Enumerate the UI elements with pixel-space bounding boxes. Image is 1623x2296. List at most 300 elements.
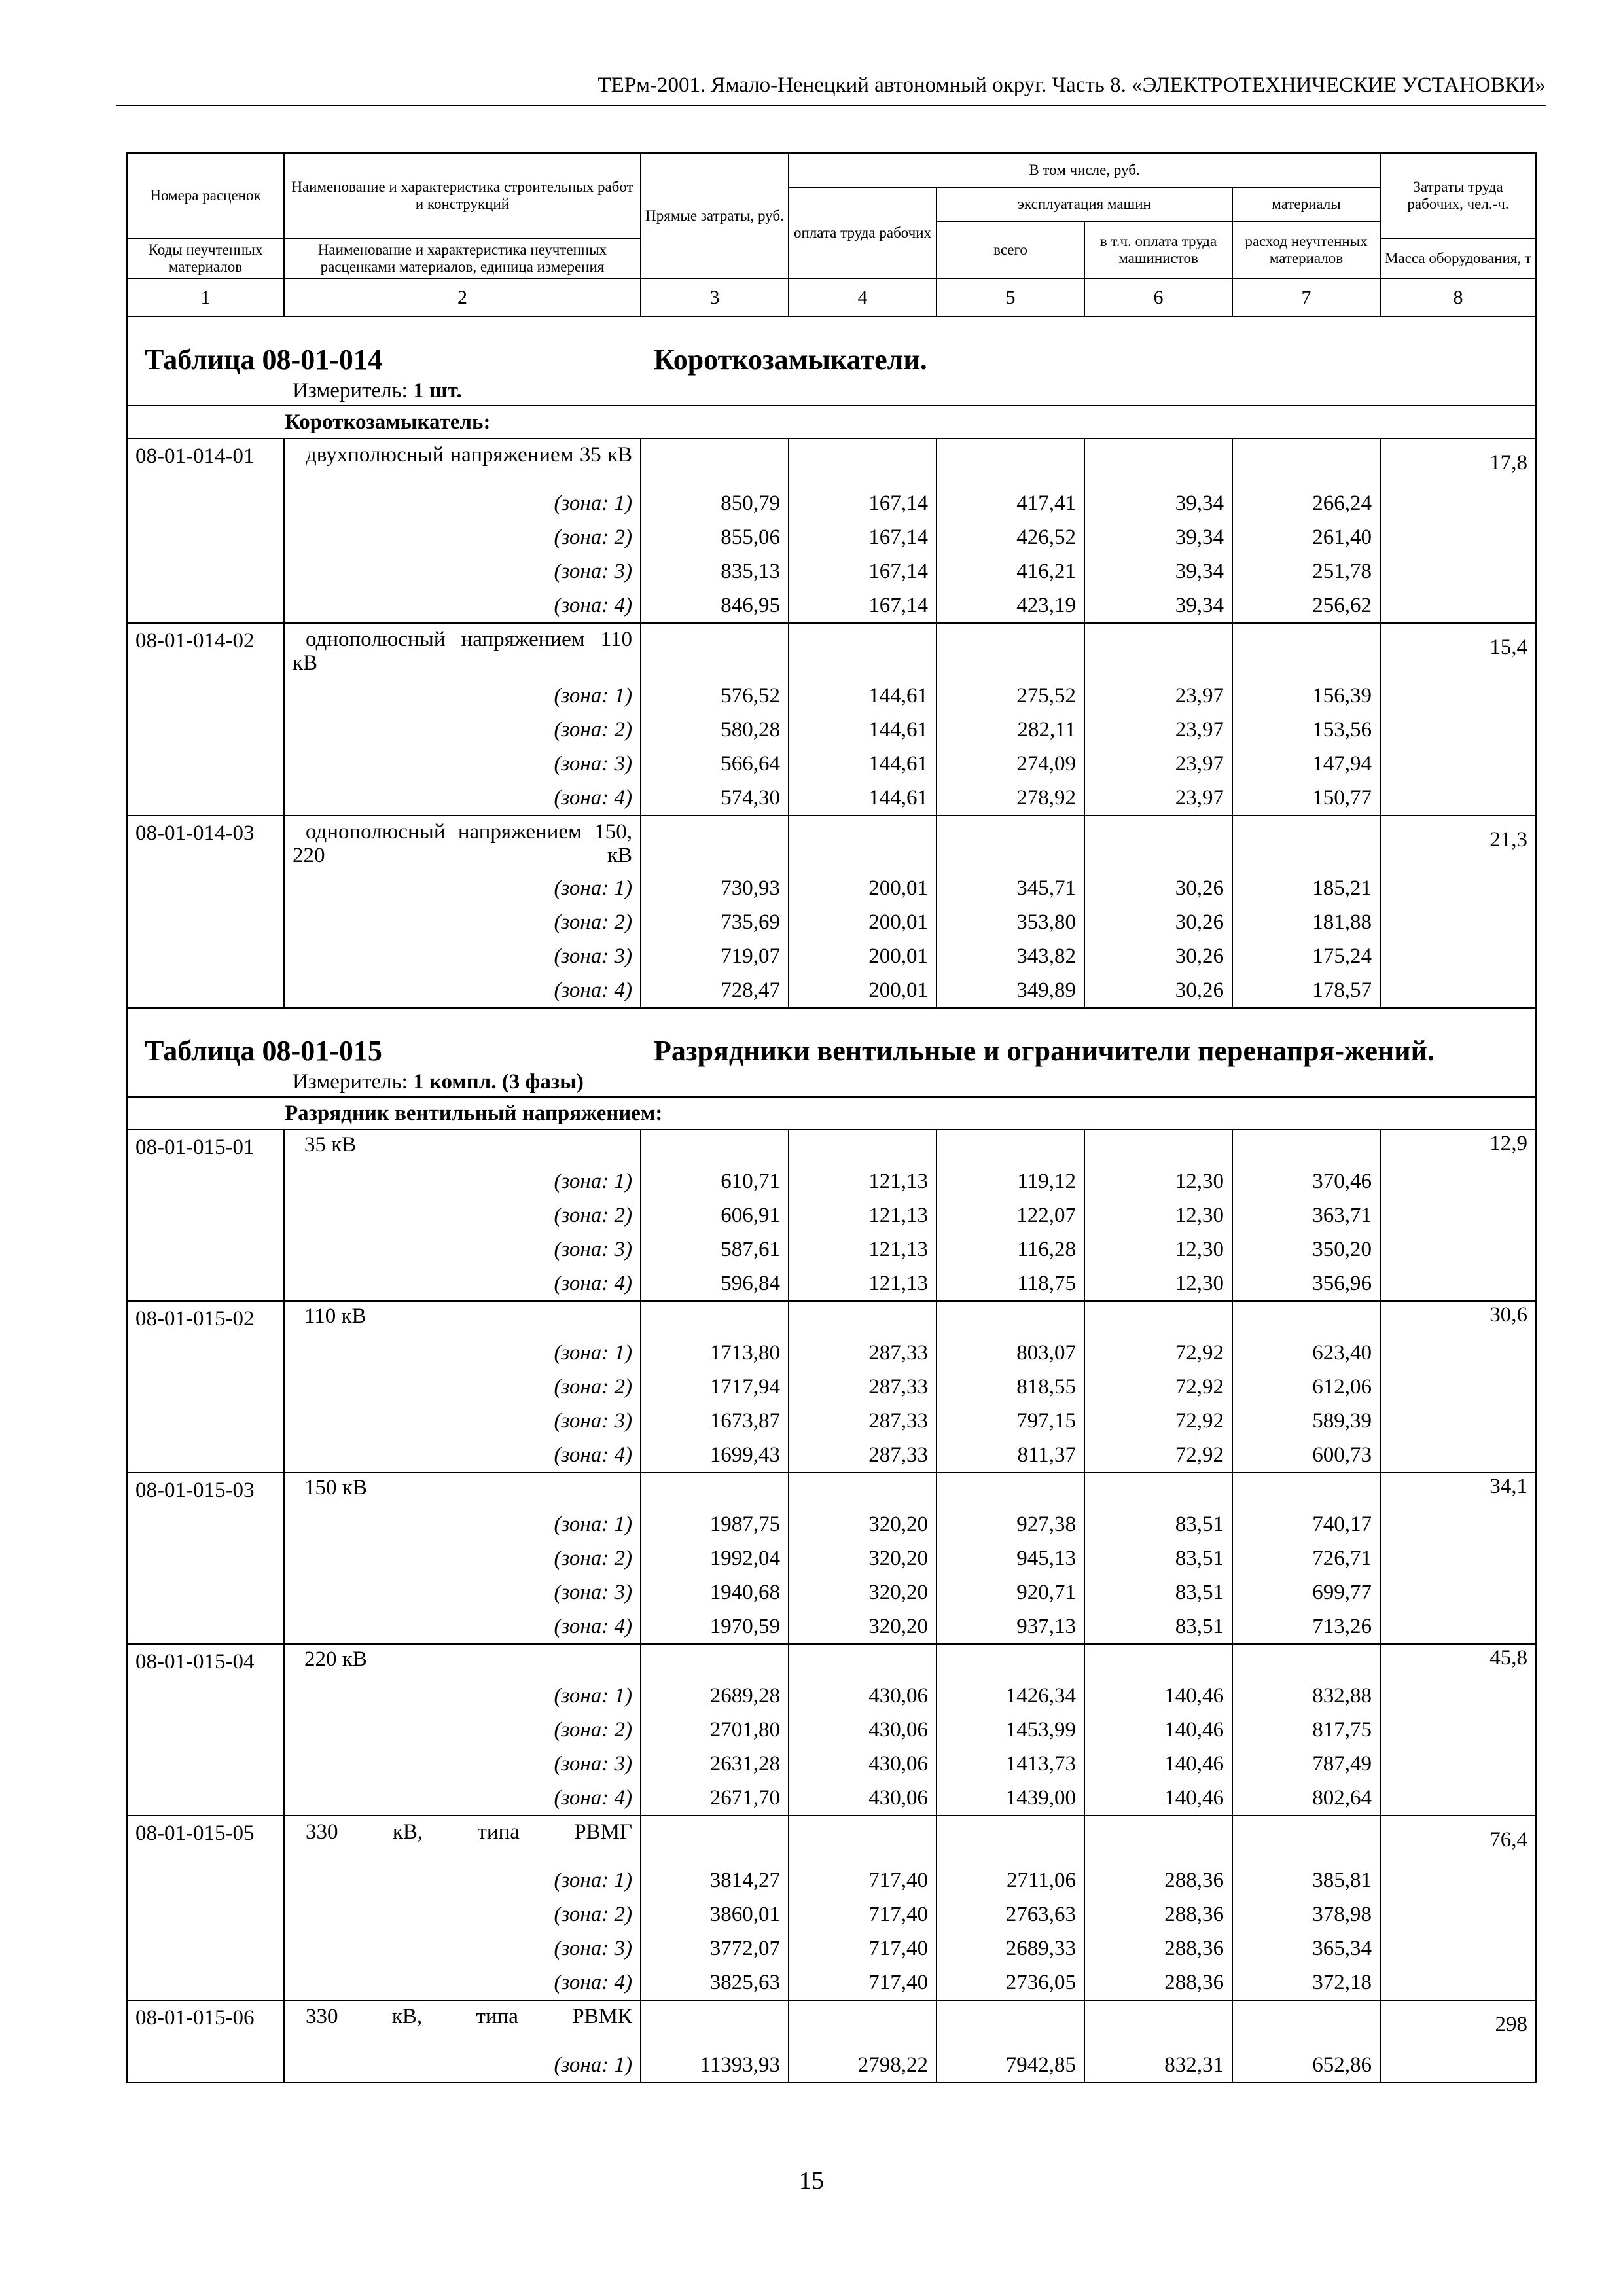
value-machinists: 83,51 — [1084, 1541, 1232, 1575]
empty-cell — [1232, 1816, 1380, 1863]
col-number: 4 — [789, 279, 936, 317]
empty-cell — [127, 1965, 284, 2000]
value-wages: 287,33 — [789, 1438, 936, 1473]
empty-cell — [1232, 1644, 1380, 1679]
column-numbers-row — [127, 279, 1536, 317]
zone-label: (зона: 3) — [284, 1575, 641, 1609]
value-direct: 1673,87 — [641, 1404, 789, 1438]
empty-cell — [127, 1541, 284, 1575]
zone-label: (зона: 3) — [284, 939, 641, 973]
col-header-codes-bottom: Коды неучтенных материалов — [127, 238, 284, 279]
empty-cell — [127, 1507, 284, 1541]
zone-label: (зона: 4) — [284, 1965, 641, 2000]
rate-description-cell — [284, 1130, 641, 1164]
value-machinists: 39,34 — [1084, 588, 1232, 623]
zone-row — [127, 1336, 1536, 1370]
col-header-machinists-wages: в т.ч. оплата труда машинистов — [1084, 221, 1232, 279]
value-direct: 719,07 — [641, 939, 789, 973]
group-label: Разрядник вентильный напряжением: — [285, 1102, 663, 1125]
empty-cell — [1380, 1575, 1536, 1609]
value-machinists: 72,92 — [1084, 1370, 1232, 1404]
zone-label: (зона: 1) — [284, 871, 641, 905]
zone-row — [127, 1575, 1536, 1609]
value-materials: 589,39 — [1232, 1404, 1380, 1438]
rate-code: 08-01-015-02 — [127, 1301, 284, 1336]
empty-cell — [127, 1370, 284, 1404]
value-wages: 121,13 — [789, 1164, 936, 1198]
table-row — [127, 439, 1536, 486]
zone-label: (зона: 3) — [284, 554, 641, 588]
zone-label: (зона: 1) — [284, 1679, 641, 1713]
value-machines: 1439,00 — [936, 1781, 1084, 1816]
value-machines: 818,55 — [936, 1370, 1084, 1404]
col-header-mass: Масса оборудования, т — [1380, 238, 1536, 279]
col-header-codes-top: Номера расценок — [127, 153, 284, 238]
table-title — [135, 317, 1527, 376]
zone-label: (зона: 4) — [284, 781, 641, 816]
zone-row — [127, 588, 1536, 623]
empty-cell — [936, 1130, 1084, 1164]
value-machinists: 83,51 — [1084, 1507, 1232, 1541]
zone-row — [127, 1507, 1536, 1541]
zone-label: (зона: 3) — [284, 1931, 641, 1965]
zone-row — [127, 713, 1536, 747]
zone-label: (зона: 3) — [284, 1747, 641, 1781]
value-wages: 320,20 — [789, 1541, 936, 1575]
zone-row — [127, 1164, 1536, 1198]
table-name: Разрядники вентильные и ограничители перенапря-жений. — [654, 1035, 1435, 1067]
empty-cell — [127, 905, 284, 939]
empty-cell — [1380, 554, 1536, 588]
empty-cell — [127, 1232, 284, 1266]
table-header — [127, 153, 1536, 317]
empty-cell — [127, 747, 284, 781]
zone-row — [127, 1541, 1536, 1575]
value-wages: 167,14 — [789, 554, 936, 588]
empty-cell — [936, 1301, 1084, 1336]
empty-cell — [1380, 1863, 1536, 1897]
zone-row — [127, 781, 1536, 816]
zone-row — [127, 871, 1536, 905]
value-machines: 1413,73 — [936, 1747, 1084, 1781]
zone-row — [127, 905, 1536, 939]
value-materials: 378,98 — [1232, 1897, 1380, 1931]
value-machines: 353,80 — [936, 905, 1084, 939]
value-direct: 2631,28 — [641, 1747, 789, 1781]
meter-label: Измеритель: — [293, 379, 408, 403]
zone-label: (зона: 2) — [284, 1541, 641, 1575]
value-wages: 430,06 — [789, 1747, 936, 1781]
col-header-machines-total: всего — [936, 221, 1084, 279]
value-machinists: 288,36 — [1084, 1931, 1232, 1965]
value-materials: 740,17 — [1232, 1507, 1380, 1541]
empty-cell — [789, 623, 936, 679]
meter-value: 1 шт. — [413, 379, 462, 403]
value-wages: 144,61 — [789, 781, 936, 816]
empty-cell — [1380, 679, 1536, 713]
value-wages: 430,06 — [789, 1679, 936, 1713]
rate-description: однополюсный напряжением 110 кВ — [293, 628, 632, 675]
value-wages: 287,33 — [789, 1370, 936, 1404]
zone-label: (зона: 2) — [284, 1897, 641, 1931]
zone-label: (зона: 1) — [284, 1507, 641, 1541]
empty-cell — [1232, 1301, 1380, 1336]
empty-cell — [1380, 1781, 1536, 1816]
empty-cell — [1380, 871, 1536, 905]
rate-description-cell — [284, 816, 641, 871]
value-wages: 200,01 — [789, 973, 936, 1008]
zone-label: (зона: 1) — [284, 1863, 641, 1897]
value-machines: 416,21 — [936, 554, 1084, 588]
value-materials: 178,57 — [1232, 973, 1380, 1008]
zone-row — [127, 973, 1536, 1008]
table-number: Таблица 08-01-014 — [145, 344, 382, 376]
zone-row — [127, 1679, 1536, 1713]
value-materials: 356,96 — [1232, 1266, 1380, 1301]
zone-row — [127, 2048, 1536, 2083]
col-number: 5 — [936, 279, 1084, 317]
zone-label: (зона: 2) — [284, 1198, 641, 1232]
empty-cell — [641, 1301, 789, 1336]
empty-cell — [127, 1164, 284, 1198]
value-wages: 167,14 — [789, 486, 936, 520]
value-machinists: 23,97 — [1084, 679, 1232, 713]
value-materials: 147,94 — [1232, 747, 1380, 781]
empty-cell — [1380, 1541, 1536, 1575]
value-machinists: 832,31 — [1084, 2048, 1232, 2083]
value-machines: 345,71 — [936, 871, 1084, 905]
group-label: Короткозамыкатель: — [285, 410, 491, 434]
zone-row — [127, 747, 1536, 781]
empty-cell — [127, 939, 284, 973]
col-number: 7 — [1232, 279, 1380, 317]
value-machinists: 30,26 — [1084, 871, 1232, 905]
rate-code: 08-01-014-02 — [127, 623, 284, 679]
value-direct: 735,69 — [641, 905, 789, 939]
group-row — [127, 1097, 1536, 1130]
empty-cell — [641, 1473, 789, 1507]
value-direct: 596,84 — [641, 1266, 789, 1301]
zone-label: (зона: 1) — [284, 1336, 641, 1370]
rate-code: 08-01-014-01 — [127, 439, 284, 486]
empty-cell — [127, 1679, 284, 1713]
table-row — [127, 2000, 1536, 2048]
value-machinists: 12,30 — [1084, 1266, 1232, 1301]
value-direct: 1713,80 — [641, 1336, 789, 1370]
rate-description: 330 кВ, типа РВМГ — [306, 1820, 632, 1844]
empty-cell — [641, 2000, 789, 2048]
empty-cell — [127, 486, 284, 520]
value-materials: 385,81 — [1232, 1863, 1380, 1897]
running-header: ТЕРм-2001. Ямало-Ненецкий автономный округ. Часть 8. «ЭЛЕКТРОТЕХНИЧЕСКИЕ УСТАНОВКИ» — [597, 73, 1546, 97]
value-wages: 320,20 — [789, 1575, 936, 1609]
empty-cell — [1084, 439, 1232, 486]
price-table — [126, 152, 1537, 2083]
value-machines: 274,09 — [936, 747, 1084, 781]
zone-label: (зона: 4) — [284, 588, 641, 623]
empty-cell — [789, 816, 936, 871]
value-materials: 652,86 — [1232, 2048, 1380, 2083]
rate-description-cell — [284, 1473, 641, 1507]
rate-description-cell — [284, 439, 641, 486]
value-wages: 287,33 — [789, 1336, 936, 1370]
labor-cost: 298 — [1380, 2000, 1536, 2048]
table-row — [127, 1130, 1536, 1164]
empty-cell — [1380, 1747, 1536, 1781]
value-wages: 144,61 — [789, 679, 936, 713]
value-machinists: 72,92 — [1084, 1438, 1232, 1473]
zone-label: (зона: 2) — [284, 1713, 641, 1747]
labor-cost: 15,4 — [1380, 623, 1536, 679]
empty-cell — [641, 439, 789, 486]
col-header-machines: эксплуатация машин — [936, 187, 1232, 221]
empty-cell — [127, 2048, 284, 2083]
value-machines: 2689,33 — [936, 1931, 1084, 1965]
empty-cell — [641, 1644, 789, 1679]
group-cell — [127, 406, 1536, 439]
empty-cell — [1232, 816, 1380, 871]
empty-cell — [1380, 1507, 1536, 1541]
meter-value: 1 компл. (3 фазы) — [413, 1070, 584, 1094]
zone-row — [127, 1747, 1536, 1781]
zone-row — [127, 1370, 1536, 1404]
value-materials: 802,64 — [1232, 1781, 1380, 1816]
value-machines: 343,82 — [936, 939, 1084, 973]
zone-label: (зона: 4) — [284, 1266, 641, 1301]
empty-cell — [936, 623, 1084, 679]
zone-label: (зона: 2) — [284, 713, 641, 747]
labor-cost: 30,6 — [1380, 1301, 1536, 1336]
value-wages: 717,40 — [789, 1897, 936, 1931]
col-number: 3 — [641, 279, 789, 317]
empty-cell — [789, 1473, 936, 1507]
zone-row — [127, 520, 1536, 554]
empty-cell — [1380, 939, 1536, 973]
value-direct: 2671,70 — [641, 1781, 789, 1816]
value-machines: 122,07 — [936, 1198, 1084, 1232]
table-row — [127, 1301, 1536, 1336]
rate-description-cell — [284, 1301, 641, 1336]
empty-cell — [1232, 1473, 1380, 1507]
rate-description: 35 кВ — [304, 1133, 357, 1157]
empty-cell — [1084, 1816, 1232, 1863]
value-machinists: 140,46 — [1084, 1781, 1232, 1816]
empty-cell — [127, 1198, 284, 1232]
empty-cell — [127, 1897, 284, 1931]
value-direct: 606,91 — [641, 1198, 789, 1232]
zone-row — [127, 1713, 1536, 1747]
value-direct: 3860,01 — [641, 1897, 789, 1931]
rate-description: 150 кВ — [304, 1476, 367, 1499]
col-number: 2 — [284, 279, 641, 317]
value-machines: 797,15 — [936, 1404, 1084, 1438]
col-header-wages: оплата труда рабочих — [789, 187, 936, 279]
zone-label: (зона: 2) — [284, 1370, 641, 1404]
value-machines: 349,89 — [936, 973, 1084, 1008]
col-header-name-bottom: Наименование и характеристика неучтенных расценками материалов, единица измерения — [284, 238, 641, 279]
value-machines: 1453,99 — [936, 1713, 1084, 1747]
value-materials: 156,39 — [1232, 679, 1380, 713]
value-direct: 580,28 — [641, 713, 789, 747]
value-materials: 612,06 — [1232, 1370, 1380, 1404]
value-materials: 370,46 — [1232, 1164, 1380, 1198]
table-body — [127, 317, 1536, 2083]
empty-cell — [1380, 973, 1536, 1008]
empty-cell — [127, 1438, 284, 1473]
value-direct: 728,47 — [641, 973, 789, 1008]
empty-cell — [127, 679, 284, 713]
value-wages: 717,40 — [789, 1863, 936, 1897]
value-materials: 787,49 — [1232, 1747, 1380, 1781]
value-materials: 150,77 — [1232, 781, 1380, 816]
zone-row — [127, 1781, 1536, 1816]
value-materials: 261,40 — [1232, 520, 1380, 554]
empty-cell — [127, 1266, 284, 1301]
value-machinists: 140,46 — [1084, 1747, 1232, 1781]
value-direct: 1992,04 — [641, 1541, 789, 1575]
empty-cell — [1380, 1164, 1536, 1198]
empty-cell — [1380, 905, 1536, 939]
value-materials: 175,24 — [1232, 939, 1380, 973]
value-direct: 730,93 — [641, 871, 789, 905]
value-machinists: 39,34 — [1084, 486, 1232, 520]
empty-cell — [127, 973, 284, 1008]
rate-description: однополюсный напряжением 150, 220 кВ — [293, 820, 632, 867]
empty-cell — [1380, 1679, 1536, 1713]
zone-row — [127, 1404, 1536, 1438]
value-wages: 430,06 — [789, 1781, 936, 1816]
zone-row — [127, 1965, 1536, 2000]
rate-description: двухполюсный напряжением 35 кВ — [306, 443, 632, 467]
empty-cell — [1084, 816, 1232, 871]
empty-cell — [1084, 1473, 1232, 1507]
zone-label: (зона: 3) — [284, 1232, 641, 1266]
value-wages: 144,61 — [789, 747, 936, 781]
zone-label: (зона: 1) — [284, 2048, 641, 2083]
zone-row — [127, 679, 1536, 713]
empty-cell — [789, 2000, 936, 2048]
empty-cell — [789, 439, 936, 486]
empty-cell — [936, 816, 1084, 871]
rate-description-cell — [284, 1644, 641, 1679]
zone-label: (зона: 4) — [284, 973, 641, 1008]
empty-cell — [1084, 2000, 1232, 2048]
empty-cell — [936, 2000, 1084, 2048]
empty-cell — [936, 1644, 1084, 1679]
value-machines: 811,37 — [936, 1438, 1084, 1473]
value-direct: 855,06 — [641, 520, 789, 554]
value-machinists: 140,46 — [1084, 1713, 1232, 1747]
value-machinists: 288,36 — [1084, 1897, 1232, 1931]
empty-cell — [789, 1816, 936, 1863]
value-direct: 1970,59 — [641, 1609, 789, 1644]
empty-cell — [127, 871, 284, 905]
value-wages: 2798,22 — [789, 2048, 936, 2083]
zone-label: (зона: 3) — [284, 1404, 641, 1438]
empty-cell — [641, 623, 789, 679]
value-machines: 116,28 — [936, 1232, 1084, 1266]
value-machines: 119,12 — [936, 1164, 1084, 1198]
empty-cell — [127, 1336, 284, 1370]
rate-code: 08-01-015-01 — [127, 1130, 284, 1164]
value-materials: 623,40 — [1232, 1336, 1380, 1370]
zone-row — [127, 1266, 1536, 1301]
value-machines: 2736,05 — [936, 1965, 1084, 2000]
value-direct: 1699,43 — [641, 1438, 789, 1473]
col-header-direct-costs: Прямые затраты, руб. — [641, 153, 789, 279]
col-number: 8 — [1380, 279, 1536, 317]
value-materials: 251,78 — [1232, 554, 1380, 588]
empty-cell — [1232, 1130, 1380, 1164]
value-machines: 423,19 — [936, 588, 1084, 623]
value-machinists: 30,26 — [1084, 905, 1232, 939]
table-title — [135, 1009, 1527, 1067]
value-wages: 320,20 — [789, 1507, 936, 1541]
zone-row — [127, 1609, 1536, 1644]
header-rule — [116, 105, 1546, 106]
value-wages: 717,40 — [789, 1931, 936, 1965]
value-machines: 7942,85 — [936, 2048, 1084, 2083]
group-cell — [127, 1097, 1536, 1130]
table-row — [127, 816, 1536, 871]
page-number: 15 — [799, 2167, 824, 2195]
rate-code: 08-01-015-04 — [127, 1644, 284, 1679]
value-machinists: 23,97 — [1084, 781, 1232, 816]
empty-cell — [789, 1644, 936, 1679]
zone-label: (зона: 1) — [284, 486, 641, 520]
zone-row — [127, 554, 1536, 588]
zone-label: (зона: 2) — [284, 520, 641, 554]
value-wages: 121,13 — [789, 1232, 936, 1266]
empty-cell — [936, 1473, 1084, 1507]
empty-cell — [1380, 713, 1536, 747]
labor-cost: 17,8 — [1380, 439, 1536, 486]
value-direct: 566,64 — [641, 747, 789, 781]
value-direct: 1717,94 — [641, 1370, 789, 1404]
zone-label: (зона: 1) — [284, 679, 641, 713]
labor-cost: 76,4 — [1380, 1816, 1536, 1863]
table-number: Таблица 08-01-015 — [145, 1035, 382, 1067]
table-meter — [135, 1067, 1527, 1096]
empty-cell — [1380, 1713, 1536, 1747]
table-title-cell — [127, 317, 1536, 406]
value-machines: 937,13 — [936, 1609, 1084, 1644]
rate-description: 220 кВ — [304, 1647, 367, 1671]
value-materials: 832,88 — [1232, 1679, 1380, 1713]
value-machinists: 30,26 — [1084, 973, 1232, 1008]
value-machinists: 140,46 — [1084, 1679, 1232, 1713]
zone-row — [127, 1863, 1536, 1897]
value-wages: 200,01 — [789, 871, 936, 905]
col-header-name-top: Наименование и характеристика строительных работ и конструкций — [284, 153, 641, 238]
labor-cost: 45,8 — [1380, 1644, 1536, 1679]
empty-cell — [936, 1816, 1084, 1863]
value-materials: 699,77 — [1232, 1575, 1380, 1609]
empty-cell — [1380, 588, 1536, 623]
empty-cell — [936, 439, 1084, 486]
empty-cell — [1380, 2048, 1536, 2083]
zone-label: (зона: 4) — [284, 1609, 641, 1644]
value-direct: 2701,80 — [641, 1713, 789, 1747]
empty-cell — [1380, 781, 1536, 816]
value-direct: 3814,27 — [641, 1863, 789, 1897]
empty-cell — [127, 1931, 284, 1965]
value-materials: 726,71 — [1232, 1541, 1380, 1575]
zone-row — [127, 1931, 1536, 1965]
empty-cell — [1380, 1266, 1536, 1301]
table-row — [127, 1816, 1536, 1863]
value-wages: 200,01 — [789, 905, 936, 939]
